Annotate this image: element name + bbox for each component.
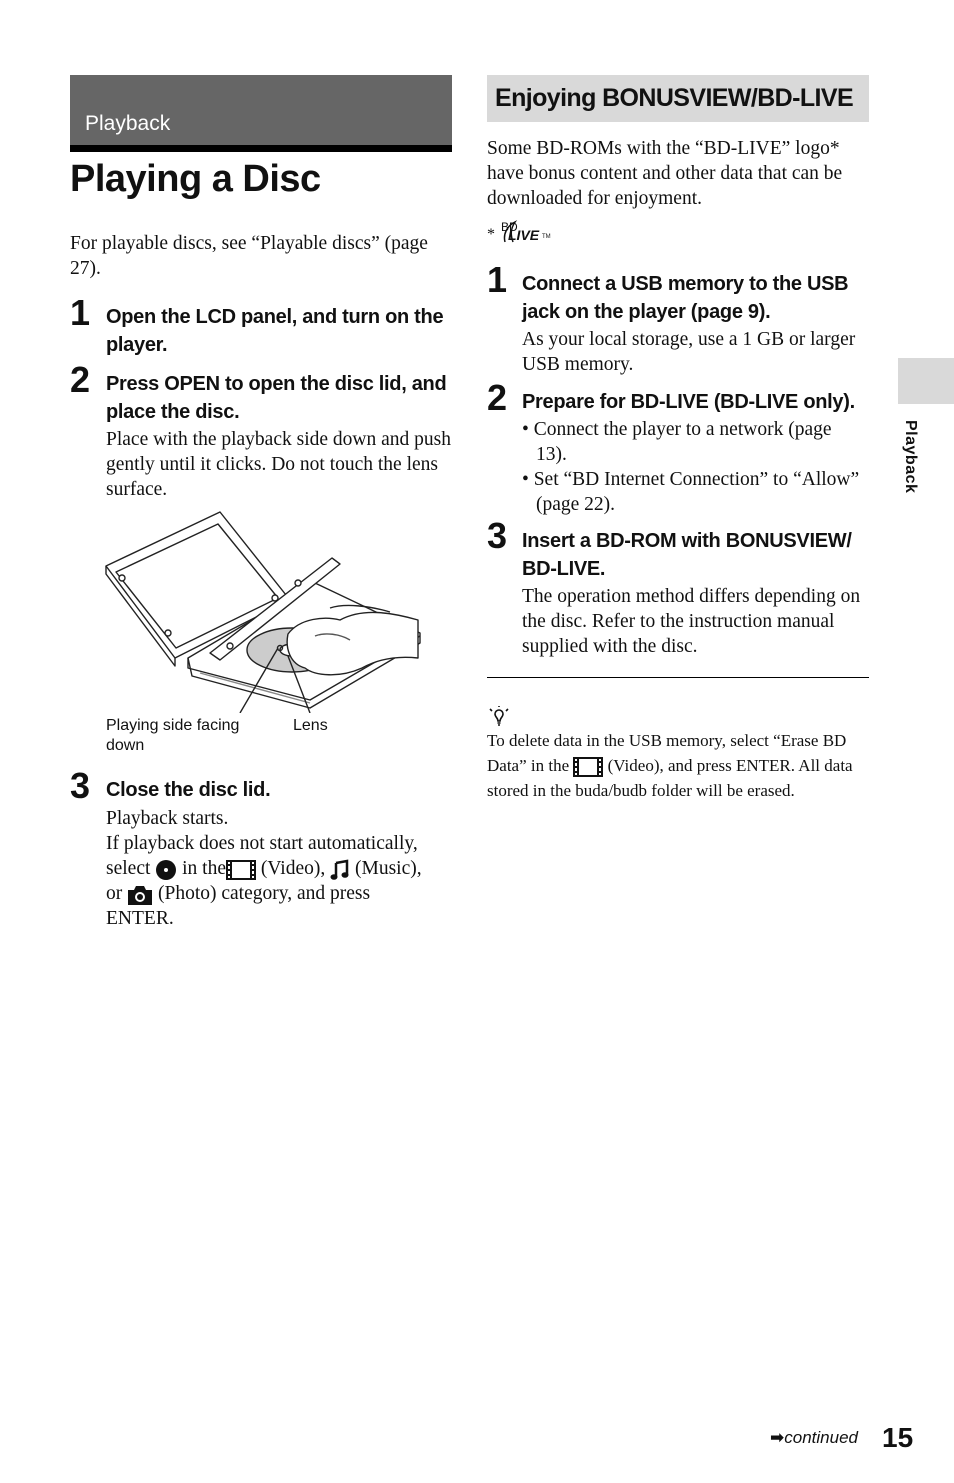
tip-icon (488, 706, 510, 728)
section-band (70, 75, 452, 145)
music-icon (330, 859, 350, 881)
bd-step-2-number: 2 (487, 377, 508, 418)
disc-player-illustration (100, 508, 430, 713)
page-title: Playing a Disc (70, 158, 321, 200)
section-label: Playback (85, 112, 171, 135)
step-1-heading: Open the LCD panel, and turn on the player. (106, 306, 444, 356)
logo-live-text: LIVE (508, 227, 540, 243)
video-icon (226, 859, 256, 881)
side-tab-marker (898, 358, 954, 404)
tip-part-2: (Video), and press ENTER. All data stored in the buda/budb folder will be erased. (487, 756, 853, 801)
step-2-number: 2 (70, 359, 91, 400)
video-icon (573, 756, 603, 778)
step-3-body (106, 806, 456, 931)
select-text: select (106, 858, 151, 879)
continued-note (770, 1428, 858, 1448)
bd-step-3-number: 3 (487, 515, 508, 556)
tip-part-1: To delete data in the USB memory, select “Erase BD Data” in the (487, 731, 847, 775)
step-1-number: 1 (70, 292, 91, 333)
footnote-asterisk: * (487, 226, 495, 243)
intro-text: For playable discs, see “Playable discs” (page 27). (70, 233, 428, 279)
step-3-line-5: ENTER. (106, 908, 174, 929)
bullet-network: Connect the player to a network (page 13). (533, 419, 832, 465)
logo-tm: TM (542, 234, 551, 240)
music-text: (Music), (355, 858, 422, 879)
photo-text: (Photo) category, and press (158, 883, 371, 904)
side-tab-label: Playback (902, 420, 919, 494)
divider-rule (487, 677, 869, 678)
continued-text: continued (784, 1428, 858, 1447)
page-number: 15 (882, 1422, 914, 1453)
tip-text (487, 728, 872, 803)
caption-lens: Lens (293, 717, 328, 734)
step-3-heading: Close the disc lid. (106, 779, 271, 801)
bd-live-heading: Enjoying BONUSVIEW/BD-LIVE (495, 84, 854, 112)
step-3-line-4 (106, 881, 456, 906)
in-the-text: in the (182, 858, 227, 879)
caption-playing-side: Playing side facing down (106, 717, 240, 754)
photo-icon (127, 884, 153, 906)
bullet-internet-connection: Set “BD Internet Connection” to “Allow” (page 22). (533, 469, 860, 515)
bd-step-2-heading: Prepare for BD-LIVE (BD-LIVE only). (522, 391, 855, 413)
step-2-body: Place with the playback side down and push gently until it clicks. Do not touch the lens surface. (106, 429, 451, 500)
bd-step-1-body: As your local storage, use a 1 GB or larger USB memory. (522, 329, 856, 375)
bullet-item: • Set “BD Internet Connection” to “Allow” (page 22). (522, 469, 860, 515)
step-3-line-1: Playback starts. (106, 808, 229, 829)
arrow-right-icon: ➡ (770, 1428, 785, 1447)
logo-bd-text: BD (501, 220, 518, 234)
bd-step-2-bullets (522, 417, 862, 517)
disc-icon (155, 859, 177, 881)
bd-step-3-body: The operation method differs depending on the disc. Refer to the instruction manual supplied with the disc. (522, 586, 861, 657)
bd-step-1-heading: Connect a USB memory to the USB jack on the player (page 9). (522, 273, 849, 323)
section-rule (70, 145, 452, 152)
bd-step-3-heading: Insert a BD-ROM with BONUSVIEW/ BD-LIVE. (522, 530, 852, 580)
step-2-heading: Press OPEN to open the disc lid, and place the disc. (106, 373, 447, 423)
bd-live-heading-band (487, 75, 869, 122)
video-text: (Video), (260, 858, 326, 879)
bullet-item: • Connect the player to a network (page 13). (522, 419, 832, 465)
bd-live-logo (487, 218, 577, 248)
or-text: or (106, 883, 123, 904)
step-3-number: 3 (70, 765, 91, 806)
bd-step-1-number: 1 (487, 259, 508, 300)
step-3-line-3 (106, 856, 456, 881)
bd-live-intro: Some BD-ROMs with the “BD-LIVE” logo* have bonus content and other data that can be downloaded for enjoyment. (487, 138, 843, 209)
step-3-line-2: If playback does not start automatically, (106, 833, 418, 854)
